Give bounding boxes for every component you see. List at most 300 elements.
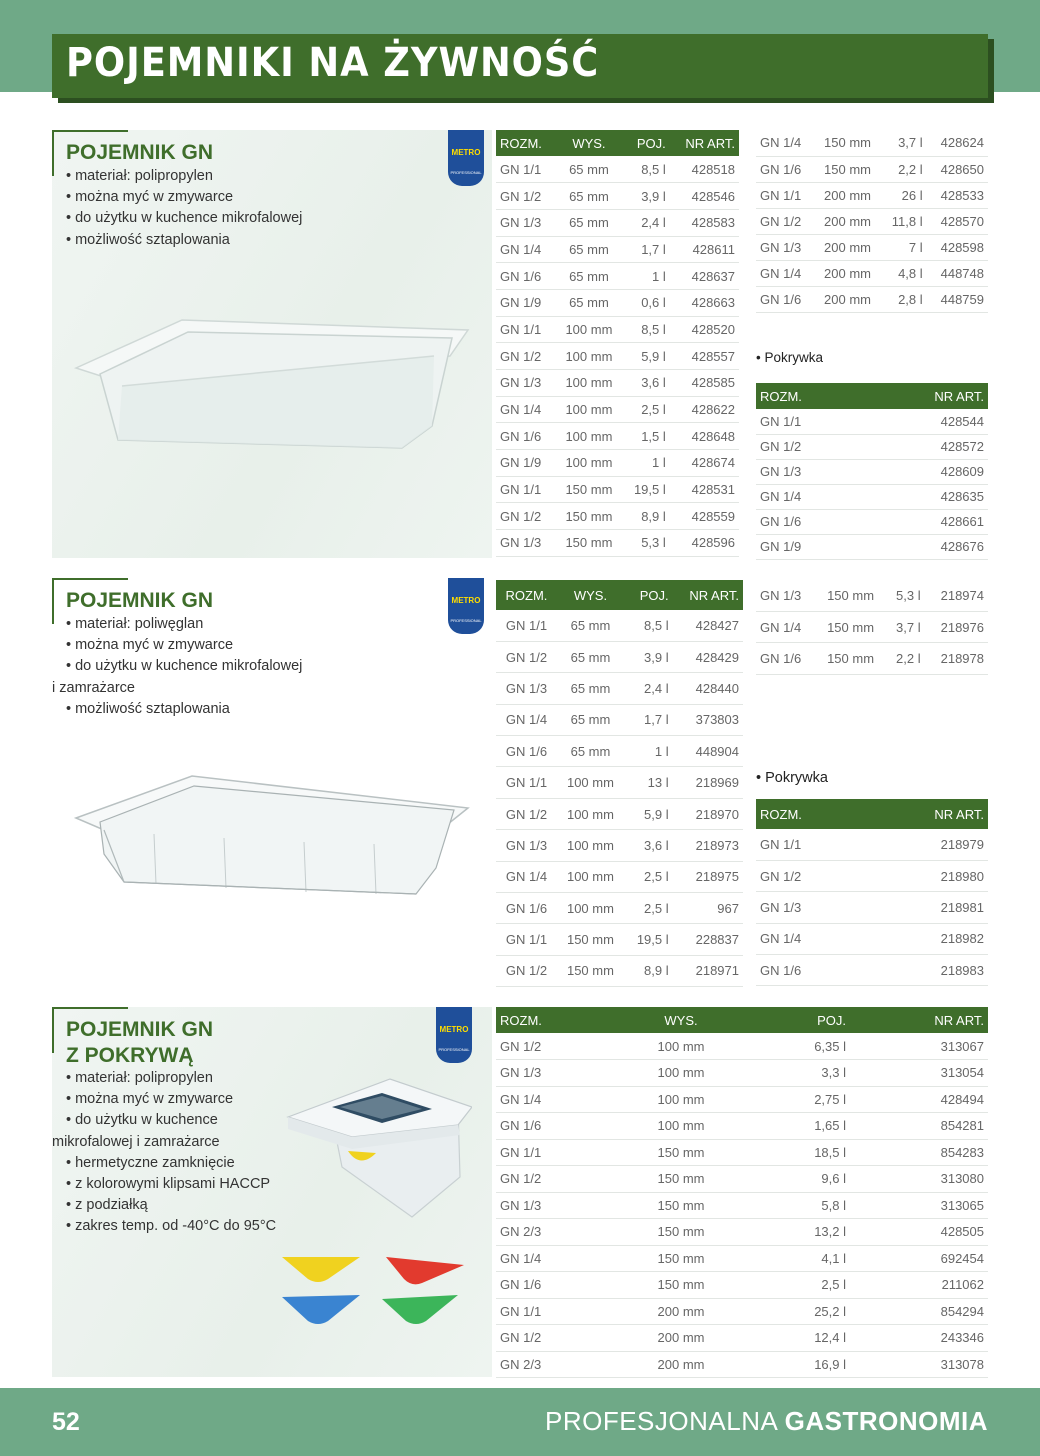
table-cell: GN 1/1	[496, 610, 557, 641]
table-cell: GN 1/3	[756, 892, 864, 923]
table-cell: GN 1/9	[756, 534, 864, 559]
table-cell: 428596	[670, 530, 739, 557]
table-cell: 100 mm	[556, 343, 622, 370]
table-cell: 8,5 l	[622, 156, 670, 183]
table-cell: 100 mm	[556, 370, 622, 397]
table-cell: GN 1/4	[496, 1086, 606, 1113]
table-cell: 2,5 l	[756, 1272, 876, 1299]
table-cell: 3,9 l	[624, 641, 673, 672]
table-cell: GN 1/2	[496, 343, 556, 370]
section2-features	[52, 614, 303, 720]
section2-panel	[52, 578, 492, 988]
table-cell: GN 1/4	[496, 396, 556, 423]
table-cell: 218982	[864, 923, 988, 954]
table-row	[496, 893, 743, 924]
table-cell: 200 mm	[815, 260, 881, 286]
table-cell: 428624	[927, 130, 988, 156]
table-row	[496, 289, 739, 316]
table-cell: 11,8 l	[880, 208, 926, 234]
table-cell: 2,5 l	[624, 861, 673, 892]
table-cell: 428559	[670, 503, 739, 530]
table-cell: 150 mm	[556, 476, 622, 503]
section1-panel	[52, 130, 492, 558]
table-cell: 200 mm	[606, 1298, 756, 1325]
table-cell: 218983	[864, 955, 988, 986]
page-number: 52	[52, 1408, 80, 1436]
table-row	[496, 1060, 988, 1087]
table-cell: 150 mm	[817, 643, 885, 674]
table-cell: GN 1/1	[756, 409, 864, 434]
table-cell: 313067	[876, 1033, 988, 1060]
table-cell: 8,9 l	[624, 955, 673, 986]
table-row	[496, 1086, 988, 1113]
table-cell: GN 1/1	[756, 829, 864, 860]
table-cell: GN 1/3	[496, 830, 557, 861]
table-cell: 100 mm	[606, 1113, 756, 1140]
table-cell: GN 1/4	[756, 260, 815, 286]
table-row	[756, 182, 988, 208]
table-cell: 428648	[670, 423, 739, 450]
table-cell: GN 1/2	[496, 183, 556, 210]
table-row	[496, 798, 743, 829]
table-cell: 218974	[925, 580, 988, 611]
table-cell: 65 mm	[557, 673, 624, 704]
section1-features	[66, 166, 302, 251]
table-cell: GN 1/6	[756, 156, 815, 182]
table-cell: 3,7 l	[884, 611, 924, 642]
table-row	[496, 343, 739, 370]
table-cell: 150 mm	[817, 580, 885, 611]
metro-logo: METRO PROFESSIONAL	[448, 578, 484, 634]
table-cell: 428546	[670, 183, 739, 210]
table-row	[496, 530, 739, 557]
table-row	[496, 370, 739, 397]
table-cell: 854294	[876, 1298, 988, 1325]
section2-lid-table: ROZM. NR ART. GN 1/1 218979 GN 1/2 218980 GN 1/3 218981 GN 1/4 218982 GN 1/6 218983	[756, 799, 988, 986]
green-clip	[382, 1295, 458, 1324]
section1-heading: POJEMNIK GN	[66, 141, 214, 164]
table-cell: GN 1/2	[496, 1033, 606, 1060]
table-row	[496, 236, 739, 263]
table-cell: 428429	[673, 641, 743, 672]
table-cell: 428520	[670, 316, 739, 343]
table-cell: 100 mm	[606, 1086, 756, 1113]
table-cell: 4,1 l	[756, 1245, 876, 1272]
table-row	[756, 286, 988, 312]
table-row	[496, 263, 739, 290]
table-cell: 428661	[864, 509, 988, 534]
table-cell: GN 1/2	[496, 955, 557, 986]
table-cell: GN 1/1	[496, 156, 556, 183]
table-cell: 2,4 l	[622, 209, 670, 236]
table-cell: 65 mm	[556, 183, 622, 210]
table-cell: 428440	[673, 673, 743, 704]
table-cell: 3,3 l	[756, 1060, 876, 1087]
table-row	[756, 611, 988, 642]
table-cell: 428505	[876, 1219, 988, 1246]
table-cell: 200 mm	[815, 208, 881, 234]
table-row	[496, 767, 743, 798]
table-cell: 5,3 l	[622, 530, 670, 557]
table-cell: GN 1/1	[496, 1139, 606, 1166]
table-cell: 428598	[927, 234, 988, 260]
table-cell: 200 mm	[815, 234, 881, 260]
table-row	[496, 156, 739, 183]
table-cell: 13 l	[624, 767, 673, 798]
table-cell: 150 mm	[556, 503, 622, 530]
table-cell: GN 1/2	[496, 641, 557, 672]
table-cell: 313065	[876, 1192, 988, 1219]
table-cell: 428531	[670, 476, 739, 503]
table-cell: GN 1/4	[756, 923, 864, 954]
table-cell: 19,5 l	[622, 476, 670, 503]
table-row	[496, 476, 739, 503]
table-row	[496, 641, 743, 672]
table-row	[496, 1325, 988, 1352]
table-row	[496, 503, 739, 530]
table-cell: GN 1/3	[756, 234, 815, 260]
table-cell: 692454	[876, 1245, 988, 1272]
table-cell: 428570	[927, 208, 988, 234]
table-cell: 100 mm	[606, 1033, 756, 1060]
table-cell: 1 l	[622, 263, 670, 290]
table-cell: 428533	[927, 182, 988, 208]
table-row	[756, 130, 988, 156]
table-row	[496, 1351, 988, 1378]
feature-item: • można myć w zmywarce	[66, 637, 234, 654]
table-row	[756, 208, 988, 234]
table-cell: 313078	[876, 1351, 988, 1378]
yellow-clip	[282, 1257, 360, 1282]
table-cell: GN 1/2	[756, 860, 864, 891]
table-cell: 100 mm	[556, 423, 622, 450]
table-cell: 1,65 l	[756, 1113, 876, 1140]
feature-item: • hermetyczne zamknięcie	[66, 1154, 235, 1171]
table-row	[756, 892, 988, 923]
table-cell: 428427	[673, 610, 743, 641]
table-cell: 428674	[670, 450, 739, 477]
table-row	[756, 580, 988, 611]
haccp-clips-image	[282, 1255, 472, 1331]
table-cell: GN 1/2	[496, 503, 556, 530]
table-cell: GN 2/3	[496, 1219, 606, 1246]
table-cell: 3,9 l	[622, 183, 670, 210]
table-cell: 218971	[673, 955, 743, 986]
polycarbonate-container-image	[74, 774, 474, 904]
section2-table-left: ROZM. WYS. POJ. NR ART. GN 1/1 65 mm 8,5 l 428427 GN 1/2 65 mm 3,9 l 428429 GN 1/3 65 mm 2,4 l 428440 GN 1/4 65 mm 1,7 l 373803 GN 1/6 65 mm 1 l 448904 GN 1/1 100 mm 13 l 218969 GN 1/2 100 mm 5,9 l 218970 GN 1/3 100 mm 3,6 l 218973 GN 1/4 100 mm 2,5 l 218975 GN 1/6 100 mm 2,5 l 967 GN 1/1 150 mm 19,5 l 228837 GN 1/2 150 mm 8,9 l 218971	[496, 580, 743, 987]
table-cell: 150 mm	[606, 1192, 756, 1219]
table-row	[496, 1139, 988, 1166]
table-cell: 218981	[864, 892, 988, 923]
table-cell: 6,35 l	[756, 1033, 876, 1060]
feature-item: • do użytku w kuchence mikrofalowej	[66, 210, 303, 227]
table-cell: 218973	[673, 830, 743, 861]
table-cell: 18,5 l	[756, 1139, 876, 1166]
table-cell: 150 mm	[556, 530, 622, 557]
section1-lid-table: ROZM. NR ART. GN 1/1 428544 GN 1/2 428572 GN 1/3 428609 GN 1/4 428635 GN 1/6 428661 GN 1/9 428676	[756, 383, 988, 560]
table-cell: 1,5 l	[622, 423, 670, 450]
table-row	[496, 396, 739, 423]
table-cell: 2,4 l	[624, 673, 673, 704]
table-cell: GN 1/9	[496, 450, 556, 477]
table-cell: 854281	[876, 1113, 988, 1140]
table-row	[496, 209, 739, 236]
lidded-container-image	[282, 1077, 472, 1237]
table-row	[496, 423, 739, 450]
table-row	[496, 924, 743, 955]
table-cell: 2,8 l	[880, 286, 926, 312]
table-cell: GN 1/6	[756, 643, 817, 674]
table-row	[496, 673, 743, 704]
table-cell: GN 1/6	[496, 423, 556, 450]
table-cell: 65 mm	[557, 610, 624, 641]
section3-features	[52, 1068, 277, 1238]
table-cell: GN 1/6	[756, 286, 815, 312]
table-cell: 150 mm	[606, 1245, 756, 1272]
table-cell: 428663	[670, 289, 739, 316]
table-cell: GN 2/3	[496, 1351, 606, 1378]
table-row	[756, 234, 988, 260]
table-cell: 150 mm	[606, 1272, 756, 1299]
table-cell: 2,5 l	[622, 396, 670, 423]
table-cell: 428635	[864, 484, 988, 509]
table-cell: 100 mm	[557, 830, 624, 861]
table-cell: 3,6 l	[622, 370, 670, 397]
table-cell: 150 mm	[606, 1139, 756, 1166]
table-row	[496, 1113, 988, 1140]
red-clip	[386, 1257, 464, 1284]
table-row	[756, 534, 988, 559]
table-row	[496, 1192, 988, 1219]
table-cell: GN 1/6	[756, 509, 864, 534]
table-cell: 428572	[864, 434, 988, 459]
table-cell: GN 1/1	[756, 182, 815, 208]
table-cell: 218975	[673, 861, 743, 892]
table-row	[756, 434, 988, 459]
table-cell: 428611	[670, 236, 739, 263]
table-cell: GN 1/3	[496, 1192, 606, 1219]
table-cell: 243346	[876, 1325, 988, 1352]
table-cell: 150 mm	[815, 156, 881, 182]
table-cell: 313080	[876, 1166, 988, 1193]
table-cell: 8,9 l	[622, 503, 670, 530]
table-cell: 428518	[670, 156, 739, 183]
table-row	[496, 183, 739, 210]
table-row	[496, 704, 743, 735]
table-cell: 1 l	[624, 736, 673, 767]
table-cell: 65 mm	[557, 736, 624, 767]
table-cell: GN 1/6	[496, 263, 556, 290]
section2-heading: POJEMNIK GN	[66, 589, 214, 612]
table-cell: 65 mm	[556, 236, 622, 263]
table-cell: GN 1/2	[496, 1325, 606, 1352]
table-cell: 13,2 l	[756, 1219, 876, 1246]
table-cell: 1,7 l	[624, 704, 673, 735]
table-cell: 150 mm	[606, 1166, 756, 1193]
feature-item: i zamrażarce	[52, 679, 135, 696]
table-cell: 967	[673, 893, 743, 924]
table-cell: 5,8 l	[756, 1192, 876, 1219]
table-row	[496, 1219, 988, 1246]
table-row	[756, 643, 988, 674]
table-cell: GN 1/2	[756, 208, 815, 234]
table-cell: 2,2 l	[884, 643, 924, 674]
section1-table-left: ROZM. WYS. POJ. NR ART. GN 1/1 65 mm 8,5 l 428518 GN 1/2 65 mm 3,9 l 428546 GN 1/3 65 mm 2,4 l 428583 GN 1/4 65 mm 1,7 l 428611 GN 1/6 65 mm 1 l 428637 GN 1/9 65 mm 0,6 l 428663 GN 1/1 100 mm 8,5 l 428520 GN 1/2 100 mm 5,9 l 428557 GN 1/3 100 mm 3,6 l 428585 GN 1/4 100 mm 2,5 l 428622 GN 1/6 100 mm 1,5 l 428648 GN 1/9 100 mm 1 l 428674 GN 1/1 150 mm 19,5 l 428531 GN 1/2 150 mm 8,9 l 428559 GN 1/3 150 mm 5,3 l 428596	[496, 130, 739, 557]
feature-item: mikrofalowej i zamrażarce	[52, 1133, 220, 1150]
table-cell: 25,2 l	[756, 1298, 876, 1325]
metro-logo: METRO PROFESSIONAL	[436, 1007, 472, 1063]
table-row	[756, 509, 988, 534]
table-cell: 65 mm	[556, 209, 622, 236]
table-cell: 428585	[670, 370, 739, 397]
table-cell: 448748	[927, 260, 988, 286]
feature-item: • materiał: polipropylen	[66, 168, 213, 184]
table-cell: 100 mm	[557, 767, 624, 798]
table-cell: 228837	[673, 924, 743, 955]
table-cell: 150 mm	[557, 955, 624, 986]
footer-title: PROFESJONALNA GASTRONOMIA	[544, 1406, 988, 1436]
table-cell: 200 mm	[815, 286, 881, 312]
table-cell: 2,75 l	[756, 1086, 876, 1113]
table-row	[496, 1245, 988, 1272]
table-cell: GN 1/6	[496, 1113, 606, 1140]
table-cell: 150 mm	[815, 130, 881, 156]
table-cell: GN 1/3	[496, 673, 557, 704]
table-cell: 1 l	[622, 450, 670, 477]
table-cell: 428676	[864, 534, 988, 559]
section2-lid-label: • Pokrywka	[756, 770, 828, 786]
table-cell: GN 1/4	[496, 861, 557, 892]
table-cell: GN 1/3	[756, 580, 817, 611]
table-cell: 65 mm	[556, 156, 622, 183]
table-cell: GN 1/6	[496, 736, 557, 767]
table-cell: 12,4 l	[756, 1325, 876, 1352]
table-cell: 218978	[925, 643, 988, 674]
table-cell: 2,5 l	[624, 893, 673, 924]
table-cell: 218976	[925, 611, 988, 642]
feature-item: • można myć w zmywarce	[66, 189, 234, 206]
table-cell: 150 mm	[557, 924, 624, 955]
section1-table-right	[756, 130, 988, 313]
feature-item: • zakres temp. od -40°C do 95°C	[66, 1218, 277, 1235]
table-cell: GN 1/6	[496, 893, 557, 924]
table-cell: GN 1/1	[496, 767, 557, 798]
polypropylene-container-image	[72, 316, 472, 456]
table-cell: 200 mm	[606, 1351, 756, 1378]
section3-panel	[52, 1007, 492, 1377]
table-cell: GN 1/1	[496, 924, 557, 955]
table-cell: GN 1/4	[496, 704, 557, 735]
table-cell: 9,6 l	[756, 1166, 876, 1193]
table-cell: 8,5 l	[624, 610, 673, 641]
table-cell: 3,6 l	[624, 830, 673, 861]
table-cell: GN 1/1	[496, 476, 556, 503]
page-title-bar	[52, 34, 988, 98]
feature-item: • materiał: polipropylen	[66, 1070, 213, 1086]
table-cell: GN 1/3	[496, 1060, 606, 1087]
table-cell: 5,9 l	[624, 798, 673, 829]
table-cell: GN 1/2	[496, 798, 557, 829]
table-row	[496, 861, 743, 892]
table-cell: GN 1/3	[496, 209, 556, 236]
table-cell: 8,5 l	[622, 316, 670, 343]
section2-table-right	[756, 580, 988, 675]
table-cell: 5,9 l	[622, 343, 670, 370]
table-row	[496, 1033, 988, 1060]
table-cell: GN 1/2	[496, 1166, 606, 1193]
table-cell: 218969	[673, 767, 743, 798]
table-cell: 100 mm	[606, 1060, 756, 1087]
table-row	[756, 860, 988, 891]
table-cell: 0,6 l	[622, 289, 670, 316]
table-cell: 100 mm	[556, 316, 622, 343]
feature-item: • do użytku w kuchence mikrofalowej	[66, 658, 303, 675]
table-row	[496, 610, 743, 641]
table-row	[756, 923, 988, 954]
feature-item: • z podziałką	[66, 1197, 148, 1214]
table-cell: 218980	[864, 860, 988, 891]
table-cell: 2,2 l	[880, 156, 926, 182]
section3-table: ROZM. WYS. POJ. NR ART. GN 1/2 100 mm 6,35 l 313067 GN 1/3 100 mm 3,3 l 313054 GN 1/4 100 mm 2,75 l 428494 GN 1/6 100 mm 1,65 l 854281 GN 1/1 150 mm 18,5 l 854283 GN 1/2 150 mm 9,6 l 313080 GN 1/3 150 mm 5,8 l 313065 GN 2/3 150 mm 13,2 l 428505 GN 1/4 150 mm 4,1 l 692454 GN 1/6 150 mm 2,5 l 211062 GN 1/1 200 mm 25,2 l 854294 GN 1/2 200 mm 12,4 l 243346 GN 2/3 200 mm 16,9 l 313078	[496, 1007, 988, 1378]
table-cell: 65 mm	[556, 289, 622, 316]
table-cell: GN 1/6	[496, 1272, 606, 1299]
table-cell: 218979	[864, 829, 988, 860]
metro-logo: METRO PROFESSIONAL	[448, 130, 484, 186]
table-cell: GN 1/3	[496, 370, 556, 397]
table-cell: 150 mm	[817, 611, 885, 642]
table-cell: 428557	[670, 343, 739, 370]
table-cell: 26 l	[880, 182, 926, 208]
table-cell: 5,3 l	[884, 580, 924, 611]
table-cell: GN 1/4	[756, 611, 817, 642]
table-cell: GN 1/9	[496, 289, 556, 316]
table-row	[756, 409, 988, 434]
table-cell: GN 1/1	[496, 316, 556, 343]
table-row	[496, 1166, 988, 1193]
table-row	[496, 1298, 988, 1325]
table-cell: 100 mm	[556, 396, 622, 423]
table-cell: 100 mm	[557, 893, 624, 924]
feature-item: • możliwość sztaplowania	[66, 231, 230, 248]
table-row	[496, 316, 739, 343]
table-cell: 16,9 l	[756, 1351, 876, 1378]
table-cell: 428544	[864, 409, 988, 434]
table-row	[496, 450, 739, 477]
table-row	[756, 459, 988, 484]
table-row	[496, 830, 743, 861]
table-cell: GN 1/4	[496, 1245, 606, 1272]
table-cell: 200 mm	[815, 182, 881, 208]
section3-heading: POJEMNIK GN Z POKRYWĄ	[66, 1018, 214, 1067]
table-cell: 373803	[673, 704, 743, 735]
table-cell: 1,7 l	[622, 236, 670, 263]
table-cell: GN 1/1	[496, 1298, 606, 1325]
table-row	[756, 829, 988, 860]
table-row	[496, 955, 743, 986]
table-row	[756, 955, 988, 986]
table-cell: 313054	[876, 1060, 988, 1087]
table-cell: GN 1/4	[756, 484, 864, 509]
blue-clip	[282, 1295, 360, 1324]
table-cell: 65 mm	[557, 641, 624, 672]
table-cell: GN 1/3	[756, 459, 864, 484]
table-row	[496, 736, 743, 767]
table-cell: GN 1/4	[496, 236, 556, 263]
table-cell: GN 1/4	[756, 130, 815, 156]
table-cell: 428583	[670, 209, 739, 236]
table-row	[756, 260, 988, 286]
table-cell: 200 mm	[606, 1325, 756, 1352]
